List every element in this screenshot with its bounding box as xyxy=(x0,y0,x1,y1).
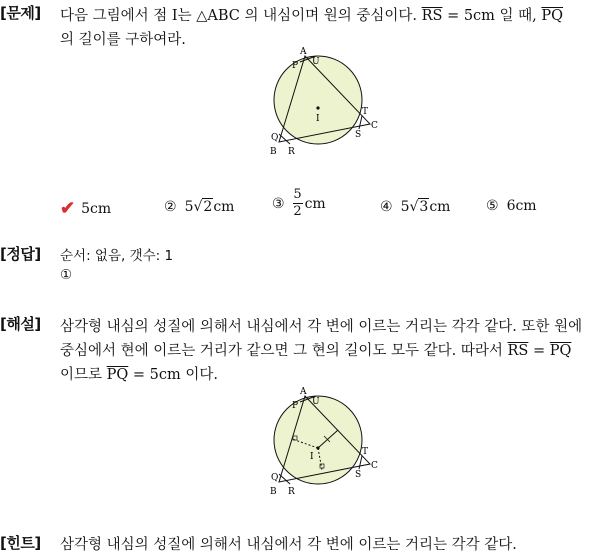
choice-2[interactable] xyxy=(164,198,234,215)
choice-4-number: ④ xyxy=(380,198,393,215)
choice-3[interactable] xyxy=(272,188,326,219)
segment-pq: $\overline{PQ}$ xyxy=(541,8,564,24)
label-p: P xyxy=(292,61,299,71)
answer-label: [정답] xyxy=(0,245,41,263)
choice-1-text: 5cm xyxy=(81,200,112,217)
hint-label: [힌트] xyxy=(0,534,41,552)
label-u: U xyxy=(312,57,320,67)
label-r: R xyxy=(288,147,295,157)
sqrt-symbol: √ 3 xyxy=(409,199,429,215)
fraction xyxy=(293,188,303,219)
chord-qr xyxy=(279,474,290,484)
choice-4-unit: cm xyxy=(429,198,451,215)
explanation-text-b: 이므로 xyxy=(60,367,103,383)
chord-ts xyxy=(359,456,362,469)
explanation-text-a: 중심에서 현에 이르는 거리가 같으면 그 현의 길이도 모두 같다. 따라서 xyxy=(60,343,503,359)
hint-line-1: 삼각형 내심의 성질에 의해서 내심에서 각 변에 이르는 거리는 각각 같다. xyxy=(60,537,517,553)
chord-qr xyxy=(279,134,290,144)
label-b: B xyxy=(270,487,277,497)
label-s: S xyxy=(355,470,362,480)
segment-rs: $\overline{RS}$ xyxy=(421,8,443,24)
chord-ts xyxy=(359,116,362,129)
answer-line-1: 순서: 없음, 갯수: 1 xyxy=(60,248,174,264)
choice-3-unit: cm xyxy=(304,195,326,212)
choice-2-radicand: 2 xyxy=(203,199,213,215)
equals-sign: = xyxy=(532,343,546,359)
label-t: T xyxy=(362,107,369,117)
sqrt-symbol: √ 2 xyxy=(193,199,213,215)
choice-4-radicand: 3 xyxy=(419,199,429,215)
choice-3-number: ③ xyxy=(272,195,285,212)
explanation-line-1: 삼각형 내심의 성질에 의해서 내심에서 각 변에 이르는 거리는 각각 같다. 또한 원에 xyxy=(60,319,583,335)
choice-5[interactable] xyxy=(486,198,537,214)
label-b: B xyxy=(270,147,277,157)
figure-triangle-circle xyxy=(260,44,390,162)
choice-5-number: ⑤ xyxy=(486,198,499,214)
label-i: I xyxy=(310,452,314,462)
label-p: P xyxy=(292,401,299,411)
problem-line-1 xyxy=(60,4,563,25)
choice-1[interactable] xyxy=(60,198,111,219)
choice-2-number: ② xyxy=(164,198,177,215)
answer-line-2: ① xyxy=(60,267,73,283)
segment-pq: $\overline{PQ}$ xyxy=(106,367,129,383)
choice-2-unit: cm xyxy=(213,198,235,215)
label-q: Q xyxy=(271,473,279,483)
label-q: Q xyxy=(271,133,279,143)
label-c: C xyxy=(371,461,378,471)
choice-3-numerator: 5 xyxy=(293,187,302,202)
choice-5-text: 6cm xyxy=(506,198,537,214)
segment-pq: $\overline{PQ}$ xyxy=(549,343,572,359)
problem-text-a: 다음 그림에서 점 I는 △ABC 의 내심이며 원의 중심이다. xyxy=(60,8,417,24)
choice-4[interactable] xyxy=(380,198,450,215)
label-c: C xyxy=(371,121,378,131)
problem-label: [문제] xyxy=(0,4,41,22)
problem-text-b: = 5cm 일 때, xyxy=(447,8,537,24)
choice-3-denominator: 2 xyxy=(293,204,302,219)
label-t: T xyxy=(362,447,369,457)
label-s: S xyxy=(355,130,362,140)
incenter-dot xyxy=(316,106,319,109)
choice-2-coef: 5 xyxy=(184,198,194,215)
explanation-line-3 xyxy=(60,363,218,384)
explanation-line-2 xyxy=(60,339,571,360)
explanation-label: [해설] xyxy=(0,315,41,333)
explanation-text-c: = 5cm 이다. xyxy=(132,367,218,383)
label-a: A xyxy=(300,47,307,57)
figure-explanation xyxy=(260,384,390,500)
segment-rs: $\overline{RS}$ xyxy=(507,343,529,359)
check-mark-icon: ✔ xyxy=(60,198,76,219)
problem-line-2: 의 길이를 구하여라. xyxy=(60,32,186,48)
label-u: U xyxy=(312,397,320,407)
label-a: A xyxy=(300,387,307,397)
incenter-dot xyxy=(316,446,319,449)
label-r: R xyxy=(288,487,295,497)
choice-4-coef: 5 xyxy=(400,198,410,215)
label-i: I xyxy=(316,114,320,124)
